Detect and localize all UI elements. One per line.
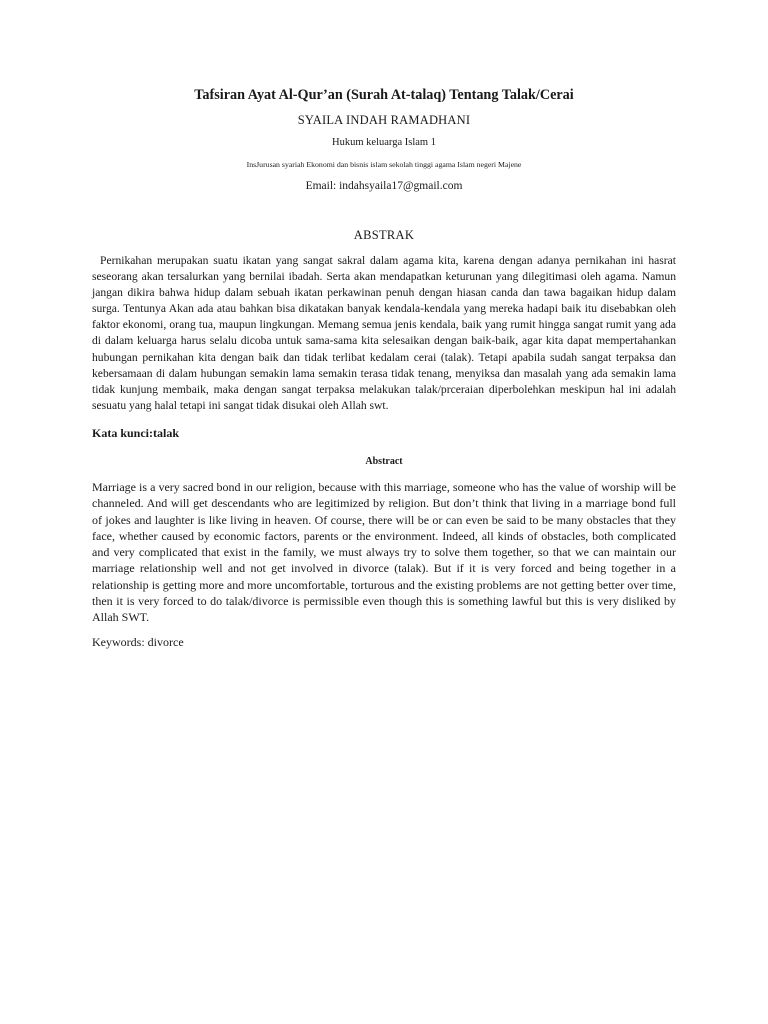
abstrak-paragraph: Pernikahan merupakan suatu ikatan yang sangat sakral dalam agama kita, karena dengan adanya pernikahan ini hasrat seseorang akan tersalurkan yang bernilai ibadah. Serta akan mendapatkan keturunan yang dilegitimasi oleh agama. Namun jangan dikira bahwa hidup dalam sebuah ikatan perkawinan penuh dengan hiasan canda dan tawa bagaikan hidup dalam surga. Tentunya Akan ada atau bahkan bisa dikatakan banyak kendala-kendala yang mereka hadapi baik itu disebabkan oleh faktor ekonomi, orang tua, maupun lingkungan. Memang semua jenis kendala, baik yang rumit hingga sangat rumit yang ada di dalam keluarga harus selalu dicoba untuk sama-sama kita selesaikan dengan baik-baik, agar kita dapat mempertahankan hubungan pernikahan kita dengan baik dan tidak terlibat kedalam cerai (talak). Tetapi apabila sudah sangat terpaksa dan kebersamaan di dalam hubungan semakin lama semakin terasa tidak tenang, menyiksa dan masalah yang ada semakin lama tidak kunjung membaik, maka dengan sangat terpaksa melakukan talak/prceraian diperbolehkan meskipun hal ini adalah sesuatu yang halal tetapi ini sangat tidak disukai oleh Allah swt. bbox=[92, 254, 676, 412]
abstract-heading: Abstract bbox=[365, 455, 403, 467]
paper-title: Tafsiran Ayat Al-Qur’an (Surah At-talaq) Tentang Talak/Cerai bbox=[194, 87, 574, 103]
department: Hukum keluarga Islam 1 bbox=[332, 137, 436, 148]
abstrak-heading: ABSTRAK bbox=[353, 228, 415, 242]
abstract-paragraph: Marriage is a very sacred bond in our religion, because with this marriage, someone who has the value of worship will be channeled. And will get descendants who are legitimized by religion. But don’t think that living in a marriage bond full of jokes and laughter is like living in heaven. Of course, there will be or can even be said to be many obstacles that they face, whether caused by economic factors, parents or the environment. Indeed, all kinds of obstacles, both complicated and very complicated that exist in the family, we must always try to solve them together, so that we can maintain our marriage relationship well and not get involved in divorce (talak). But if it is very forced and being together in a relationship is getting more and more uncomfortable, torturous and the existing problems are not getting better over time, then it is very forced to do talak/divorce is permissible even though this is something lawful but this is very disliked by Allah SWT. bbox=[92, 479, 676, 625]
institution: InsJurusan syariah Ekonomi dan bisnis islam sekolah tinggi agama Islam negeri Majene bbox=[246, 160, 522, 169]
keywords: Keywords: divorce bbox=[92, 634, 184, 649]
kata-kunci: Kata kunci:talak bbox=[92, 425, 180, 440]
author-name: SYAILA INDAH RAMADHANI bbox=[297, 113, 471, 127]
author-email: Email: indahsyaila17@gmail.com bbox=[305, 180, 463, 192]
